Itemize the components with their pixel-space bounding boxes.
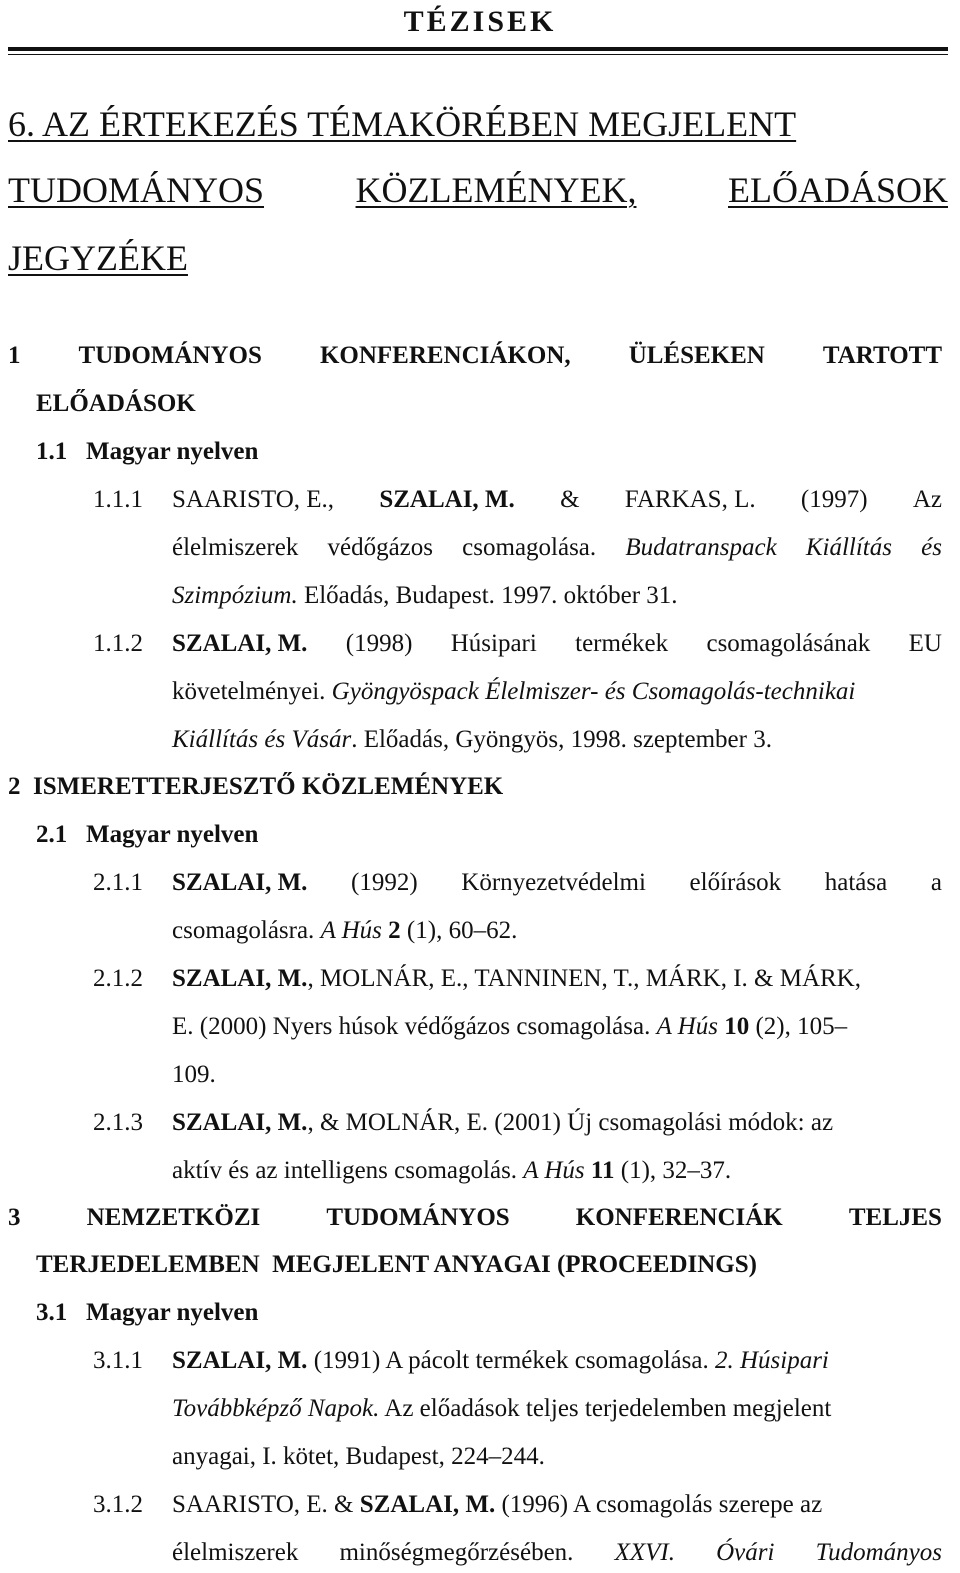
- entry-3-1-2-line-1: SAARISTO, E. & SZALAI, M. (1996) A csomagolás szerepe az: [172, 1491, 823, 1518]
- section-3-heading-cont: TERJEDELEMBEN MEGJELENT ANYAGAI (PROCEEDINGS): [36, 1251, 757, 1278]
- entry-3-1-1-line-1: SZALAI, M. (1991) A pácolt termékek csomagolása. 2. Húsipari: [172, 1347, 829, 1374]
- entry-2-1-1-line-1: SZALAI, M. (1992) Környezetvédelmi előírások hatása a: [172, 869, 942, 896]
- section-1-heading-cont: ELŐADÁSOK: [36, 390, 196, 417]
- section-2-heading: 2 ISMERETTERJESZTŐ KÖZLEMÉNYEK: [8, 773, 504, 800]
- entry-2-1-2-line-2: E. (2000) Nyers húsok védőgázos csomagolása. A Hús 10 (2), 105–: [172, 1013, 848, 1040]
- entry-num-1-1-1: 1.1.1: [93, 486, 143, 513]
- chapter-heading-line-3: JEGYZÉKE: [8, 238, 188, 278]
- entry-num-1-1-2: 1.1.2: [93, 630, 143, 657]
- section-3-heading: 3 NEMZETKÖZI TUDOMÁNYOS KONFERENCIÁK TELJES: [8, 1204, 942, 1231]
- header-rule: [8, 47, 948, 51]
- entry-1-1-1-line-3: Szimpózium. Előadás, Budapest. 1997. október 31.: [172, 582, 678, 609]
- entry-1-1-2-line-1: SZALAI, M. (1998) Húsipari termékek csomagolásának EU: [172, 630, 942, 657]
- entry-1-1-1-line-2: élelmiszerek védőgázos csomagolása. Budatranspack Kiállítás és: [172, 534, 942, 561]
- entry-1-1-2-line-3: Kiállítás és Vásár. Előadás, Gyöngyös, 1998. szeptember 3.: [172, 726, 772, 753]
- entry-num-3-1-2: 3.1.2: [93, 1491, 143, 1518]
- entry-3-1-1-line-2: Továbbképző Napok. Az előadások teljes terjedelemben megjelent: [172, 1395, 832, 1422]
- entry-2-1-1-line-2: csomagolásra. A Hús 2 (1), 60–62.: [172, 917, 518, 944]
- entry-2-1-2-line-3: 109.: [172, 1061, 216, 1088]
- entry-num-2-1-3: 2.1.3: [93, 1109, 143, 1136]
- subsection-1-1-heading: 1.1 Magyar nyelven: [36, 438, 259, 465]
- entry-2-1-3-line-2: aktív és az intelligens csomagolás. A Hús 11 (1), 32–37.: [172, 1157, 732, 1184]
- chapter-heading-line-2: TUDOMÁNYOS KÖZLEMÉNYEK, ELŐADÁSOK: [8, 170, 948, 210]
- entry-3-1-2-line-2: élelmiszerek minőségmegőrzésében. XXVI. Óvári Tudományos: [172, 1539, 942, 1566]
- subsection-2-1-heading: 2.1 Magyar nyelven: [36, 821, 259, 848]
- entry-num-3-1-1: 3.1.1: [93, 1347, 143, 1374]
- entry-1-1-1-line-1: SAARISTO, E., SZALAI, M. & FARKAS, L. (1997) Az: [172, 486, 942, 513]
- entry-2-1-3-line-1: SZALAI, M., & MOLNÁR, E. (2001) Új csomagolási módok: az: [172, 1109, 834, 1136]
- entry-2-1-2-line-1: SZALAI, M., MOLNÁR, E., TANNINEN, T., MÁRK, I. & MÁRK,: [172, 965, 861, 992]
- chapter-heading-line-1: 6. AZ ÉRTEKEZÉS TÉMAKÖRÉBEN MEGJELENT: [8, 104, 797, 144]
- entry-1-1-2-line-2: követelményei. Gyöngyöspack Élelmiszer- és Csomagolás-technikai: [172, 678, 856, 705]
- entry-num-2-1-2: 2.1.2: [93, 965, 143, 992]
- entry-3-1-1-line-3: anyagai, I. kötet, Budapest, 224–244.: [172, 1443, 545, 1470]
- header-rule-thin: [8, 54, 948, 55]
- subsection-3-1-heading: 3.1 Magyar nyelven: [36, 1299, 259, 1326]
- page-header-title: TÉZISEK: [403, 5, 557, 38]
- section-1-heading: 1 TUDOMÁNYOS KONFERENCIÁKON, ÜLÉSEKEN TARTOTT: [8, 342, 942, 369]
- entry-num-2-1-1: 2.1.1: [93, 869, 143, 896]
